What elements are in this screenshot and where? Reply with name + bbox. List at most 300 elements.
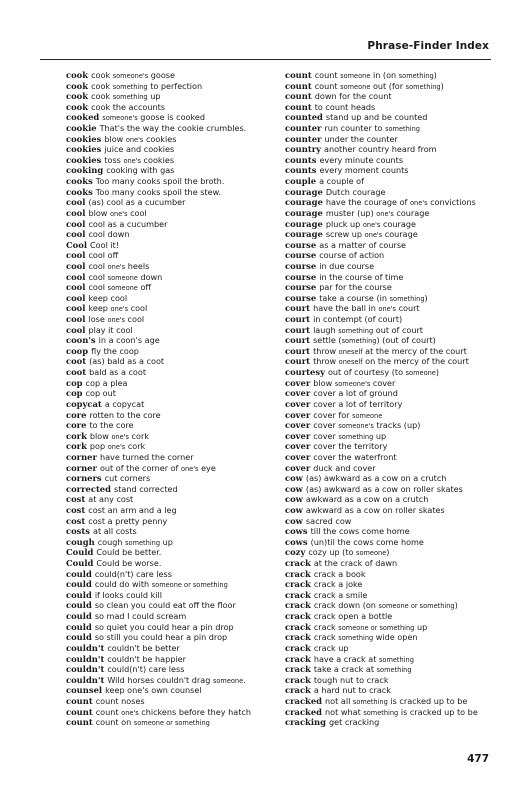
entry-keyword: couldn't xyxy=(66,674,105,685)
entry-phrase: in due course xyxy=(319,260,375,271)
entry-keyword: cow xyxy=(285,483,303,494)
entry-phrase: crack xyxy=(313,632,339,643)
index-entry xyxy=(66,420,288,431)
entry-keyword: counter xyxy=(285,123,322,134)
entry-keyword: could xyxy=(66,589,92,600)
entry-phrase: (un)til the cows come home xyxy=(310,536,424,547)
placeholder-word: one's xyxy=(362,220,381,229)
placeholder-word: one's xyxy=(180,464,199,473)
index-entry xyxy=(66,81,288,92)
entry-phrase: crack a joke xyxy=(313,579,363,590)
entry-phrase: courage xyxy=(382,229,418,240)
entry-phrase: throw xyxy=(313,345,339,356)
entry-phrase: court xyxy=(396,303,420,314)
entry-phrase: a couple of xyxy=(319,176,364,187)
entry-phrase: a hard nut to crack xyxy=(313,685,391,696)
entry-phrase: cozy up (to xyxy=(308,547,357,558)
entry-phrase: take a course (in xyxy=(319,292,390,303)
index-entry xyxy=(285,176,507,187)
entry-phrase: ) (out of court) xyxy=(376,335,436,346)
entry-keyword: cool xyxy=(66,271,86,282)
entry-phrase: heels xyxy=(125,260,150,271)
entry-phrase: keep cool xyxy=(88,292,128,303)
entry-keyword: cow xyxy=(285,473,303,484)
entry-keyword: cooks xyxy=(66,186,93,197)
index-entry xyxy=(285,452,507,463)
index-entry xyxy=(285,420,507,431)
placeholder-word: something xyxy=(378,655,414,664)
entry-keyword: cool xyxy=(66,250,86,261)
entry-keyword: crack xyxy=(285,621,311,632)
entry-keyword: cop xyxy=(66,388,83,399)
entry-phrase: tracks (up) xyxy=(373,420,421,431)
placeholder-word: someone or something xyxy=(378,602,455,611)
entry-phrase: settle ( xyxy=(313,335,342,346)
entry-phrase: up xyxy=(373,430,387,441)
entry-phrase: bald as a coot xyxy=(89,367,147,378)
entry-phrase: play it cool xyxy=(88,324,133,335)
entry-keyword: cool xyxy=(66,292,86,303)
index-entry xyxy=(285,303,507,314)
index-entry xyxy=(66,356,288,367)
placeholder-word: something xyxy=(338,432,374,441)
index-entry xyxy=(285,325,507,336)
entry-keyword: Cool xyxy=(66,239,88,250)
entry-keyword: country xyxy=(285,144,322,155)
entry-phrase: throw xyxy=(313,356,339,367)
placeholder-word: one's xyxy=(125,135,144,144)
entry-phrase: cop a plea xyxy=(85,377,128,388)
index-entry xyxy=(66,378,288,389)
entry-phrase: ) xyxy=(454,600,458,611)
index-entry xyxy=(285,675,507,686)
entry-keyword: cook xyxy=(66,80,89,91)
index-entry xyxy=(285,356,507,367)
entry-phrase: Too many cooks spoil the broth. xyxy=(95,176,225,187)
entry-keyword: corrected xyxy=(66,483,111,494)
entry-keyword: cracked xyxy=(285,695,323,706)
entry-keyword: count xyxy=(66,695,93,706)
entry-keyword: core xyxy=(66,409,87,420)
entry-phrase: take a crack at xyxy=(313,664,377,675)
entry-phrase: cooking with gas xyxy=(106,165,175,176)
entry-phrase: cost an arm and a leg xyxy=(88,504,177,515)
index-entry xyxy=(66,654,288,665)
entry-phrase: in a coon's age xyxy=(98,335,160,346)
placeholder-word: something xyxy=(341,337,377,346)
entry-keyword: Could xyxy=(66,547,94,558)
index-entry xyxy=(285,516,507,527)
entry-keyword: counts xyxy=(285,154,317,165)
placeholder-word: someone's xyxy=(112,72,149,80)
entry-phrase: cover a lot of ground xyxy=(313,388,398,399)
index-entry xyxy=(285,378,507,389)
entry-phrase: cut corners xyxy=(104,473,151,484)
entry-keyword: crack xyxy=(285,632,311,643)
placeholder-word: someone xyxy=(340,72,371,80)
index-entry xyxy=(285,70,507,81)
entry-phrase: chickens before they hatch xyxy=(138,706,251,717)
entry-phrase: awkward as a cow on a crutch xyxy=(305,494,429,505)
entry-keyword: cookie xyxy=(66,123,97,134)
placeholder-word: one's xyxy=(123,156,141,165)
index-entry xyxy=(285,643,507,654)
entry-phrase: toss xyxy=(104,154,124,165)
entry-keyword: coon's xyxy=(66,335,96,346)
entry-phrase: par for the course xyxy=(319,282,392,293)
index-column-right xyxy=(285,70,507,728)
index-entry xyxy=(285,505,507,516)
index-entry xyxy=(285,632,507,643)
index-entry xyxy=(285,526,507,537)
entry-keyword: corners xyxy=(66,473,102,484)
placeholder-word: one's xyxy=(110,305,129,314)
entry-phrase: goose xyxy=(148,70,175,80)
entry-phrase: . xyxy=(243,674,246,685)
entry-keyword: cool xyxy=(66,218,86,229)
index-entry xyxy=(285,696,507,707)
entry-keyword: cough xyxy=(66,536,95,547)
placeholder-word: one's xyxy=(107,316,125,325)
entry-keyword: cover xyxy=(285,451,311,462)
entry-keyword: courtesy xyxy=(285,367,325,378)
entry-keyword: Could xyxy=(66,558,94,569)
entry-keyword: course xyxy=(285,282,317,293)
entry-phrase: couldn't be better xyxy=(107,642,180,653)
entry-phrase: cover the waterfront xyxy=(313,451,397,462)
entry-phrase: cool xyxy=(124,314,145,325)
entry-phrase: up xyxy=(147,91,161,102)
entry-keyword: counsel xyxy=(66,685,103,696)
index-entry xyxy=(66,410,288,421)
entry-keyword: crack xyxy=(285,600,311,611)
entry-phrase: ) xyxy=(386,547,390,558)
entry-phrase: pluck up xyxy=(325,218,363,229)
placeholder-word: something xyxy=(338,634,374,643)
entry-phrase: have a crack at xyxy=(313,653,379,664)
entry-phrase: couldn't be happier xyxy=(107,653,186,664)
placeholder-word: something xyxy=(385,125,420,134)
entry-keyword: count xyxy=(285,80,312,91)
entry-phrase: (as) cool as a cucumber xyxy=(88,197,186,208)
entry-keyword: could xyxy=(66,600,92,611)
index-entry xyxy=(285,579,507,590)
entry-phrase: if looks could kill xyxy=(94,589,163,600)
entry-phrase: stand corrected xyxy=(114,483,178,494)
index-entry xyxy=(285,208,507,219)
index-entry xyxy=(66,579,288,590)
entry-phrase: so still you could hear a pin drop xyxy=(94,632,228,643)
entry-phrase: Wild horses couldn't drag xyxy=(107,674,213,685)
entry-phrase: cool off xyxy=(88,250,119,261)
entry-phrase: count noses xyxy=(95,695,145,706)
entry-phrase: tough nut to crack xyxy=(313,674,389,685)
placeholder-word: someone xyxy=(352,411,383,420)
placeholder-word: something xyxy=(398,72,434,80)
entry-keyword: cool xyxy=(66,229,86,240)
index-entry xyxy=(66,102,288,113)
entry-phrase: keep one's own counsel xyxy=(105,685,202,696)
index-entry xyxy=(66,516,288,527)
entry-keyword: core xyxy=(66,420,87,431)
index-entry xyxy=(285,600,507,611)
entry-keyword: course xyxy=(285,250,317,261)
entry-phrase: Dutch courage xyxy=(325,186,386,197)
entry-phrase: ) xyxy=(433,70,437,80)
index-entry xyxy=(285,654,507,665)
entry-phrase: cover xyxy=(313,420,339,431)
entry-keyword: cost xyxy=(66,515,86,526)
index-entry xyxy=(66,367,288,378)
index-entry xyxy=(285,367,507,378)
entry-keyword: course xyxy=(285,292,317,303)
entry-phrase: could do with xyxy=(94,579,152,590)
entry-phrase: cork xyxy=(128,430,149,441)
entry-phrase: in (on xyxy=(370,70,399,80)
index-entry xyxy=(66,155,288,166)
entry-keyword: cracking xyxy=(285,717,326,728)
index-entry xyxy=(285,622,507,633)
entry-phrase: at all costs xyxy=(92,526,137,537)
entry-phrase: crack open a bottle xyxy=(313,611,393,622)
index-entry xyxy=(66,335,288,346)
entry-phrase: could(n't) care less xyxy=(107,664,185,675)
entry-phrase: count on xyxy=(95,717,134,728)
index-entry xyxy=(66,250,288,261)
index-entry xyxy=(285,547,507,558)
placeholder-word: one's xyxy=(378,305,396,314)
entry-phrase: cool xyxy=(128,303,148,314)
entry-phrase: blow xyxy=(104,133,126,144)
index-entry xyxy=(285,250,507,261)
entry-keyword: could xyxy=(66,632,92,643)
index-entry xyxy=(285,399,507,410)
index-entry xyxy=(66,112,288,123)
entry-keyword: counted xyxy=(285,112,323,123)
entry-phrase: at the mercy of the court xyxy=(362,345,467,356)
index-entry xyxy=(285,272,507,283)
index-entry xyxy=(66,473,288,484)
index-entry xyxy=(285,155,507,166)
entry-phrase: could(n't) care less xyxy=(94,568,172,579)
index-entry xyxy=(66,717,288,728)
entry-keyword: coop xyxy=(66,345,89,356)
index-entry xyxy=(66,643,288,654)
running-head: Phrase-Finder Index xyxy=(367,40,489,52)
entry-phrase: cook the accounts xyxy=(91,101,166,112)
entry-keyword: cool xyxy=(66,324,86,335)
entry-phrase: at any cost xyxy=(88,494,134,505)
index-entry xyxy=(66,431,288,442)
entry-keyword: corner xyxy=(66,451,97,462)
entry-phrase: sacred cow xyxy=(305,515,352,526)
placeholder-word: oneself xyxy=(338,347,363,356)
entry-phrase: stand up and be counted xyxy=(325,112,428,123)
entry-phrase: every minute counts xyxy=(319,154,404,165)
index-entry xyxy=(66,463,288,474)
entry-phrase: down xyxy=(137,271,163,282)
index-entry xyxy=(66,187,288,198)
entry-phrase: in the course of time xyxy=(319,271,404,282)
entry-keyword: crack xyxy=(285,653,311,664)
placeholder-word: someone's xyxy=(334,379,371,388)
entry-phrase: not all xyxy=(325,695,353,706)
entry-keyword: cover xyxy=(285,441,311,452)
index-entry xyxy=(66,622,288,633)
entry-keyword: court xyxy=(285,314,311,325)
entry-keyword: crack xyxy=(285,589,311,600)
entry-phrase: is cracked up to be xyxy=(387,695,468,706)
index-entry xyxy=(66,197,288,208)
entry-keyword: could xyxy=(66,611,92,622)
entry-phrase: on the mercy of the court xyxy=(362,356,469,367)
index-entry xyxy=(66,600,288,611)
placeholder-word: one's xyxy=(111,432,129,441)
entry-keyword: cork xyxy=(66,441,87,452)
entry-phrase: cool xyxy=(88,271,108,282)
entry-phrase: in contempt (of court) xyxy=(313,314,403,325)
entry-keyword: course xyxy=(285,271,317,282)
index-entry xyxy=(285,441,507,452)
entry-phrase: ) xyxy=(424,292,428,303)
index-entry xyxy=(285,388,507,399)
entry-keyword: crack xyxy=(285,579,311,590)
entry-phrase: out of the corner of xyxy=(99,462,181,473)
placeholder-word: someone xyxy=(107,273,138,282)
entry-keyword: crack xyxy=(285,558,311,569)
index-entry xyxy=(66,685,288,696)
entry-keyword: cow xyxy=(285,494,303,505)
index-entry xyxy=(66,123,288,134)
entry-phrase: to perfection xyxy=(147,80,203,91)
entry-keyword: cover xyxy=(285,462,311,473)
entry-keyword: courage xyxy=(285,186,323,197)
index-entry xyxy=(66,484,288,495)
entry-phrase: rotten to the core xyxy=(89,409,161,420)
index-entry xyxy=(66,261,288,272)
entry-phrase: wide open xyxy=(373,632,418,643)
entry-keyword: counter xyxy=(285,133,322,144)
entry-keyword: coot xyxy=(66,367,87,378)
index-entry xyxy=(285,229,507,240)
entry-keyword: count xyxy=(285,101,312,112)
entry-phrase: blow xyxy=(313,377,335,388)
entry-phrase: (as) awkward as a cow on roller skates xyxy=(305,483,463,494)
entry-phrase: cook xyxy=(91,91,113,102)
entry-phrase: Too many cooks spoil the stew. xyxy=(95,186,222,197)
entry-keyword: couldn't xyxy=(66,664,105,675)
placeholder-word: something xyxy=(112,93,148,102)
entry-phrase: crack xyxy=(313,621,339,632)
entry-keyword: cookies xyxy=(66,144,102,155)
entry-keyword: courage xyxy=(285,207,323,218)
entry-keyword: couple xyxy=(285,176,317,187)
entry-phrase: to the core xyxy=(89,420,134,431)
entry-phrase: cookies xyxy=(140,154,175,165)
entry-keyword: cooked xyxy=(66,112,100,123)
entry-keyword: counts xyxy=(285,165,317,176)
entry-phrase: count xyxy=(95,706,122,717)
index-entry xyxy=(285,335,507,346)
entry-phrase: (as) bald as a coot xyxy=(89,356,165,367)
page-number: 477 xyxy=(467,753,489,765)
index-entry xyxy=(66,388,288,399)
entry-phrase: every moment counts xyxy=(319,165,409,176)
entry-phrase: up xyxy=(160,536,173,547)
index-entry xyxy=(285,717,507,728)
entry-phrase: under the counter xyxy=(324,133,398,144)
index-entry xyxy=(66,569,288,580)
entry-keyword: crack xyxy=(285,568,311,579)
placeholder-word: one's xyxy=(107,443,126,452)
index-entry xyxy=(66,505,288,516)
entry-phrase: courage xyxy=(393,207,430,218)
entry-keyword: couldn't xyxy=(66,653,105,664)
index-entry xyxy=(66,176,288,187)
placeholder-word: one's xyxy=(364,231,383,240)
index-entry xyxy=(285,590,507,601)
entry-phrase: cop out xyxy=(85,388,116,399)
entry-phrase: have turned the corner xyxy=(99,451,194,462)
placeholder-word: someone or something xyxy=(338,623,415,632)
entry-phrase: is cracked up to be xyxy=(398,706,478,717)
entry-keyword: cows xyxy=(285,526,308,537)
entry-phrase: have the ball in xyxy=(313,303,379,314)
entry-phrase: cover xyxy=(370,377,396,388)
entry-phrase: a copycat xyxy=(104,398,145,409)
placeholder-word: something xyxy=(363,708,399,717)
placeholder-word: someone or something xyxy=(151,581,228,590)
placeholder-word: something xyxy=(112,82,148,91)
index-entry xyxy=(285,494,507,505)
placeholder-word: something xyxy=(389,294,425,303)
entry-phrase: out of courtesy (to xyxy=(327,367,406,378)
entry-phrase: so clean you could eat off the floor xyxy=(94,600,236,611)
index-entry xyxy=(66,314,288,325)
entry-phrase: crack up xyxy=(313,642,349,653)
index-entry xyxy=(285,537,507,548)
entry-keyword: cork xyxy=(66,430,87,441)
index-entry xyxy=(66,303,288,314)
index-entry xyxy=(285,240,507,251)
entry-keyword: cool xyxy=(66,197,86,208)
entry-keyword: count xyxy=(285,91,312,102)
entry-phrase: cook xyxy=(91,80,113,91)
index-entry xyxy=(285,219,507,230)
placeholder-word: someone xyxy=(340,82,371,91)
header-rule xyxy=(40,59,491,60)
entry-phrase: Cool it! xyxy=(90,239,120,250)
entry-phrase: cook xyxy=(91,70,113,80)
entry-keyword: cook xyxy=(66,91,89,102)
entry-keyword: cows xyxy=(285,536,308,547)
entry-keyword: court xyxy=(285,335,311,346)
entry-phrase: crack down (on xyxy=(313,600,379,611)
index-entry xyxy=(285,707,507,718)
entry-phrase: convictions xyxy=(427,197,476,208)
entry-phrase: out of court xyxy=(373,324,423,335)
entry-keyword: cost xyxy=(66,504,86,515)
entry-phrase: another country heard from xyxy=(324,144,437,155)
entry-phrase: till the cows come home xyxy=(310,526,410,537)
index-entry xyxy=(285,81,507,92)
entry-phrase: Could be better. xyxy=(96,547,162,558)
entry-phrase: cool down xyxy=(88,229,130,240)
entry-phrase: pop xyxy=(89,441,108,452)
index-entry xyxy=(285,664,507,675)
entry-phrase: cookies xyxy=(143,133,177,144)
placeholder-word: someone xyxy=(212,676,244,685)
